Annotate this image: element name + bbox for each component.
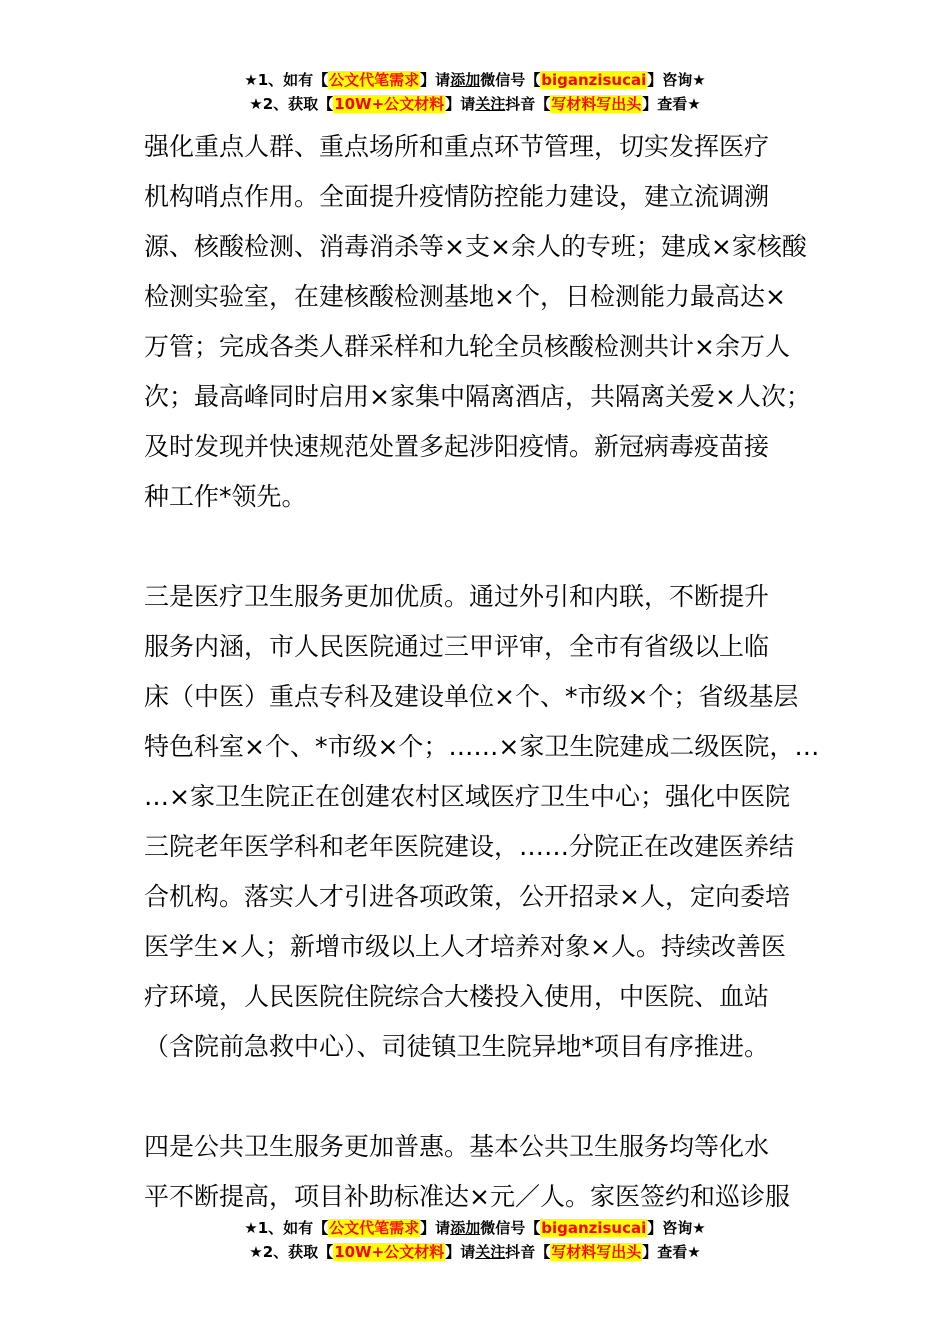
banner-text: ★1、如有【 <box>244 1219 329 1237</box>
body-line: 万管；完成各类人群采样和九轮全员核酸检测共计×余万人 <box>144 332 790 361</box>
body-line: 特色科室×个、*市级×个；……×家卫生院建成二级医院，… <box>144 732 820 761</box>
header-banner-line-1 <box>0 68 950 92</box>
banner-text: ★1、如有【 <box>244 71 329 89</box>
banner-text: 】请 <box>420 71 451 89</box>
footer-banner-line-2 <box>0 1240 950 1264</box>
banner-highlight: biganzisucai <box>541 1219 647 1237</box>
paragraph-gap <box>144 522 840 572</box>
footer-banner <box>0 1216 950 1264</box>
body-line: 平不断提高，项目补助标准达×元／人。家医签约和巡诊服 <box>144 1182 790 1211</box>
body-line: 三是医疗卫生服务更加优质。通过外引和内联，不断提升 <box>144 582 770 611</box>
body-line: 强化重点人群、重点场所和重点环节管理，切实发挥医疗 <box>144 132 770 161</box>
body-line: 检测实验室，在建核酸检测基地×个，日检测能力最高达× <box>144 282 786 311</box>
banner-text: 】请 <box>445 1243 476 1261</box>
body-line: 源、核酸检测、消毒消杀等×支×余人的专班；建成×家核酸 <box>144 232 807 261</box>
banner-text: 】请 <box>445 95 476 113</box>
banner-text: 】请 <box>420 1219 451 1237</box>
banner-text: 微信号【 <box>480 71 541 89</box>
banner-underlined-text: 关注 <box>475 1243 506 1261</box>
banner-text: 】咨询★ <box>647 1219 706 1237</box>
footer-banner-line-1 <box>0 1216 950 1240</box>
banner-text: 】查看★ <box>642 95 701 113</box>
banner-highlight: 写材料写出头 <box>551 95 642 113</box>
body-line: 三院老年医学科和老年医院建设，……分院正在改建医养结 <box>144 832 795 861</box>
banner-underlined-text: 添加 <box>450 71 481 89</box>
banner-text: 微信号【 <box>480 1219 541 1237</box>
body-line: 种工作*领先。 <box>144 482 307 511</box>
banner-underlined-text: 添加 <box>450 1219 481 1237</box>
banner-text: 抖音【 <box>505 1243 551 1261</box>
banner-highlight: 10W+公文材料 <box>334 95 445 113</box>
banner-highlight: 公文代笔需求 <box>329 71 420 89</box>
banner-highlight: biganzisucai <box>541 71 647 89</box>
body-line: 疗环境，人民医院住院综合大楼投入使用，中医院、血站 <box>144 982 770 1011</box>
banner-text: 抖音【 <box>505 95 551 113</box>
body-line: 合机构。落实人才引进各项政策，公开招录×人，定向委培 <box>144 882 790 911</box>
header-banner-line-2 <box>0 92 950 116</box>
banner-highlight: 写材料写出头 <box>551 1243 642 1261</box>
body-line: 服务内涵，市人民医院通过三甲评审，全市有省级以上临 <box>144 632 770 661</box>
body-line: 医学生×人；新增市级以上人才培养对象×人。持续改善医 <box>144 932 786 961</box>
body-line: 床（中医）重点专科及建设单位×个、*市级×个；省级基层 <box>144 682 799 711</box>
body-line: 四是公共卫生服务更加普惠。基本公共卫生服务均等化水 <box>144 1132 770 1161</box>
header-banner <box>0 68 950 116</box>
banner-text: 】咨询★ <box>647 71 706 89</box>
body-line: …×家卫生院正在创建农村区域医疗卫生中心；强化中医院 <box>144 782 790 811</box>
body-line: （含院前急救中心）、司徒镇卫生院异地*项目有序推进。 <box>144 1032 770 1061</box>
body-line: 机构哨点作用。全面提升疫情防控能力建设，建立流调溯 <box>144 182 770 211</box>
banner-underlined-text: 关注 <box>475 95 506 113</box>
body-line: 及时发现并快速规范处置多起涉阳疫情。新冠病毒疫苗接 <box>144 432 770 461</box>
banner-text: 】查看★ <box>642 1243 701 1261</box>
paragraph-gap <box>144 1072 840 1122</box>
banner-text: ★2、获取【 <box>249 1243 334 1261</box>
banner-highlight: 10W+公文材料 <box>334 1243 445 1261</box>
banner-text: ★2、获取【 <box>249 95 334 113</box>
body-line: 次；最高峰同时启用×家集中隔离酒店，共隔离关爱×人次； <box>144 382 811 411</box>
document-body <box>144 122 840 1222</box>
banner-highlight: 公文代笔需求 <box>329 1219 420 1237</box>
